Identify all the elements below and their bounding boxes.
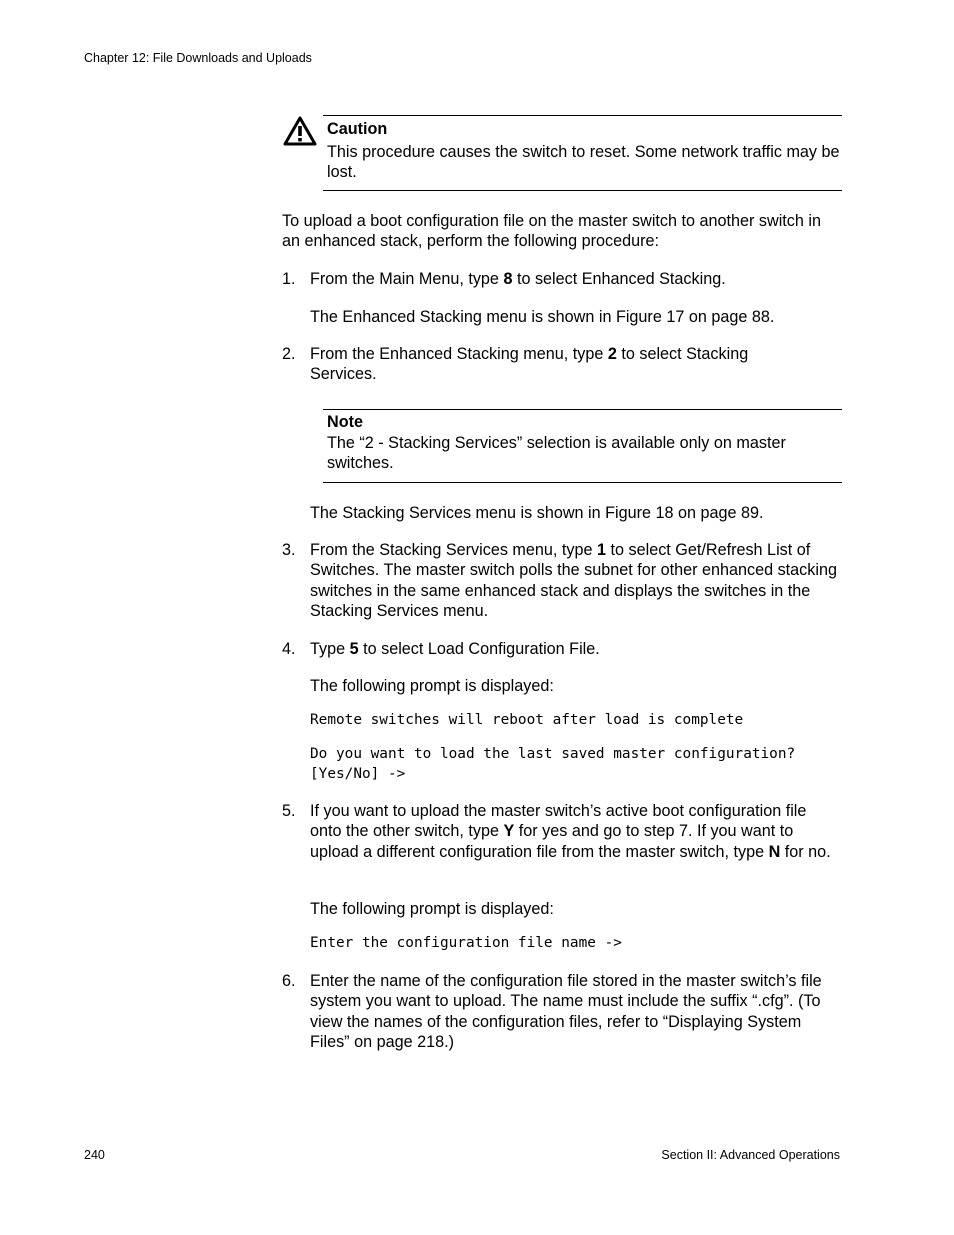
code-load-question: Do you want to load the last saved master configuration? [Yes/No] -> <box>310 746 796 782</box>
note-title: Note <box>327 413 363 431</box>
caution-text: This procedure causes the switch to reset. Some network traffic may be lost. <box>327 143 840 182</box>
caution-bottom-rule <box>323 190 842 191</box>
caution-title: Caution <box>327 120 388 138</box>
warning-icon <box>283 116 317 146</box>
note-bottom-rule <box>323 482 842 483</box>
step-2-paragraph: The Stacking Services menu is shown in Figure 18 on page 89. <box>310 504 764 522</box>
code-remote-reboot: Remote switches will reboot after load is complete <box>310 712 744 728</box>
chapter-header: Chapter 12: File Downloads and Uploads <box>84 51 312 65</box>
step-number: 6. <box>282 972 296 990</box>
note-top-rule <box>323 409 842 410</box>
step-2-text: From the Enhanced Stacking menu, type 2 to select Stacking Services. <box>310 345 749 384</box>
step-number: 1. <box>282 270 296 288</box>
step-4-text: Type 5 to select Load Configuration File. <box>310 640 600 658</box>
step-3-text: From the Stacking Services menu, type 1 to select Get/Refresh List of Switches. The master switch polls the subnet for other enhanced stacking switches in the same enhanced stack and displays the switches in the Stacking Services menu. <box>310 541 837 620</box>
step-6-text: Enter the name of the configuration file stored in the master switch’s file system you want to upload. The name must include the suffix “.cfg”. (To view the names of the configuration files, refer to “Displaying System Files” on page 218.) <box>310 972 822 1051</box>
step-1-text: From the Main Menu, type 8 to select Enhanced Stacking. <box>310 270 726 288</box>
prompt-intro: The following prompt is displayed: <box>310 900 554 918</box>
step-5-text: If you want to upload the master switch’s active boot configuration file onto the other switch, type Y for yes and go to step 7. If you want to upload a different configuration file from the master switch, type N for no. <box>310 802 831 861</box>
prompt-intro: The following prompt is displayed: <box>310 677 554 695</box>
step-1-paragraph: The Enhanced Stacking menu is shown in Figure 17 on page 88. <box>310 308 775 326</box>
note-text: The “2 - Stacking Services” selection is available only on master switches. <box>327 434 786 473</box>
step-number: 3. <box>282 541 296 559</box>
caution-top-rule <box>323 115 842 116</box>
page-number: 240 <box>84 1148 105 1162</box>
step-number: 2. <box>282 345 296 363</box>
step-number: 5. <box>282 802 296 820</box>
intro-paragraph: To upload a boot configuration file on the master switch to another switch in an enhanced stack, perform the following procedure: <box>282 212 821 251</box>
step-number: 4. <box>282 640 296 658</box>
code-enter-filename: Enter the configuration file name -> <box>310 935 622 951</box>
section-footer: Section II: Advanced Operations <box>661 1148 840 1162</box>
